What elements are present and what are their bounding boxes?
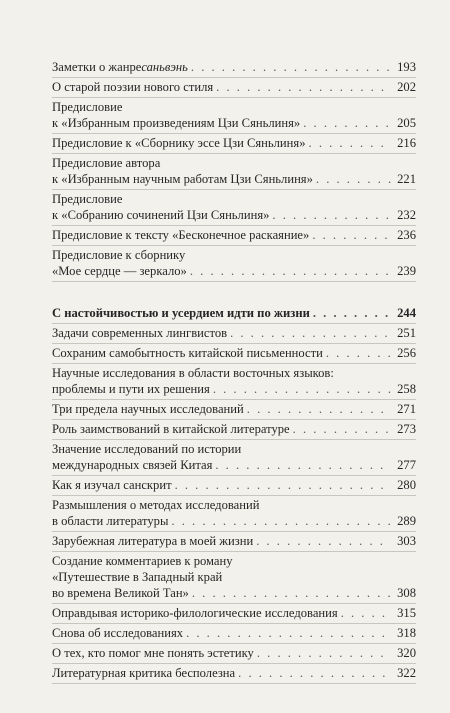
entry-title-italic: саньвэнь [141,60,188,74]
entry-title-line: Зарубежная литература в моей жизни [52,534,254,548]
page-number: 315 [397,606,416,620]
dot-leader [190,263,391,279]
entry-title-line: Задачи современных лингвистов [52,326,228,340]
toc-entry [52,420,416,440]
dot-leader [316,171,391,187]
page-number: 308 [397,586,416,600]
entry-title-line: «Мое сердце — зеркало» [52,264,187,278]
page-number: 216 [397,136,416,150]
toc-entry [52,496,416,532]
toc-entry [52,532,416,552]
page-number: 273 [397,422,416,436]
entry-title-line: Значение исследований по истории [52,442,242,456]
toc-entry [52,134,416,154]
dot-leader [171,513,391,529]
page-number: 251 [397,326,416,340]
entry-title-line: к «Избранным произведениям Цзи Сяньлиня» [52,116,301,130]
dot-leader [303,115,391,131]
dot-leader [230,325,391,341]
page-number: 236 [397,228,416,242]
toc-entry [52,476,416,496]
dot-leader [238,665,391,681]
dot-leader [213,381,391,397]
toc-entry [52,644,416,664]
entry-title-line: Предисловие к тексту «Бесконечное раскаяние» [52,228,310,242]
page-number: 202 [397,80,416,94]
page-number: 277 [397,458,416,472]
toc-entry [52,78,416,98]
entry-title-line: Оправдывая историко-филологические исследования [52,606,338,620]
entry-title-line: Заметки о жанре [52,60,142,74]
dot-leader [215,457,391,473]
entry-title-line: Предисловие [52,100,123,114]
entry-title-line: в области литературы [52,514,169,528]
toc-entry [52,58,416,78]
dot-leader [257,645,391,661]
entry-title-line: О тех, кто помог мне понять эстетику [52,646,254,660]
page-number: 320 [397,646,416,660]
page-number: 318 [397,626,416,640]
toc-entry [52,664,416,684]
page-number: 205 [397,116,416,130]
dot-leader [313,305,391,321]
toc-entry [52,552,416,604]
entry-title-line: С настойчивостью и усердием идти по жизни [52,306,310,320]
entry-title-line: Снова об исследованиях [52,626,184,640]
toc-entry [52,98,416,134]
entry-title-line: Размышления о методах исследований [52,498,260,512]
entry-title-line: Предисловие к «Сборнику эссе Цзи Сяньлиня» [52,136,306,150]
entry-title-line: Научные исследования в области восточных языков: [52,366,334,380]
entry-title-line: О старой поэзии нового стиля [52,80,214,94]
table-of-contents [52,58,416,684]
dot-leader [175,477,391,493]
page-number: 256 [397,346,416,360]
page-number: 271 [397,402,416,416]
toc-entry [52,246,416,282]
dot-leader [326,345,391,361]
toc-entry [52,624,416,644]
page-number: 193 [397,60,416,74]
entry-title-line: международных связей Китая [52,458,213,472]
toc-entry [52,324,416,344]
section-heading [52,304,416,324]
dot-leader [192,585,391,601]
dot-leader [256,533,391,549]
toc-entry [52,440,416,476]
dot-leader [309,135,391,151]
page-number: 221 [397,172,416,186]
dot-leader [312,227,391,243]
entry-title-line: Предисловие [52,192,123,206]
page-number: 258 [397,382,416,396]
dot-leader [341,605,391,621]
entry-title-line: к «Собранию сочинений Цзи Сяньлиня» [52,208,270,222]
page-number: 322 [397,666,416,680]
page-number: 232 [397,208,416,222]
page-number: 280 [397,478,416,492]
entry-title-line: «Путешествие в Западный край [52,570,223,584]
dot-leader [247,401,391,417]
section-gap [52,282,416,304]
entry-title-line: Сохраним самобытность китайской письменности [52,346,323,360]
dot-leader [191,59,391,75]
dot-leader [216,79,391,95]
toc-entry [52,154,416,190]
page-number: 239 [397,264,416,278]
dot-leader [272,207,391,223]
page-number: 244 [397,306,416,320]
entry-title-line: Предисловие к сборнику [52,248,186,262]
toc-entry [52,226,416,246]
entry-title-line: Роль заимствований в китайской литературе [52,422,290,436]
entry-title-line: Создание комментариев к роману [52,554,233,568]
entry-title-line: Как я изучал санскрит [52,478,172,492]
page-number: 289 [397,514,416,528]
toc-entry [52,344,416,364]
toc-entry [52,190,416,226]
entry-title-line: Предисловие автора [52,156,161,170]
entry-title-line: во времена Великой Тан» [52,586,189,600]
dot-leader [186,625,391,641]
entry-title-line: Три предела научных исследований [52,402,244,416]
toc-entry [52,604,416,624]
entry-title-line: к «Избранным научным работам Цзи Сяньлиня» [52,172,313,186]
entry-title-line: проблемы и пути их решения [52,382,210,396]
toc-entry [52,400,416,420]
toc-entry [52,364,416,400]
dot-leader [293,421,391,437]
page-number: 303 [397,534,416,548]
entry-title-line: Литературная критика бесполезна [52,666,236,680]
